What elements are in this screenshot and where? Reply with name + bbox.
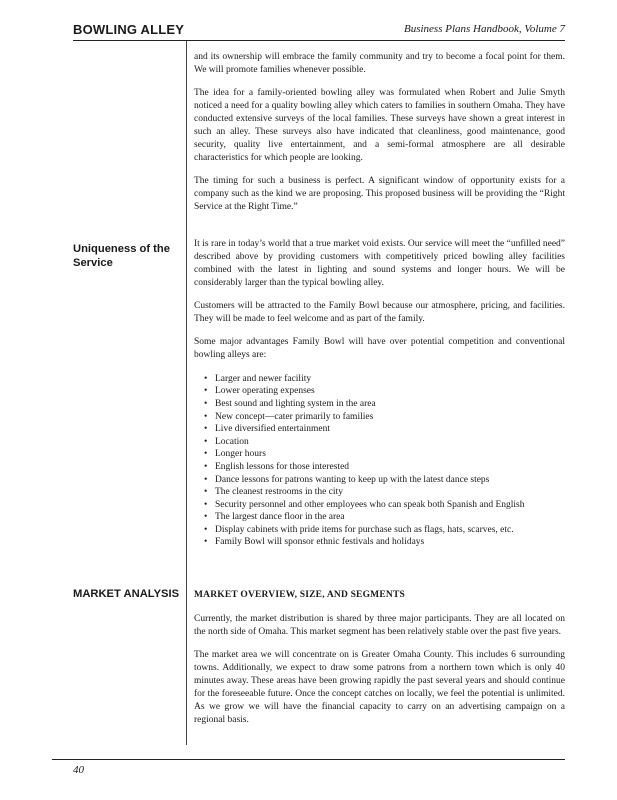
- list-item: • Lower operating expenses: [204, 385, 565, 398]
- uniqueness-paragraph-1: It is rare in today’s world that a true market void exists. Our service will meet the “unfilled need” described above by providing customers with competitively priced bowling alley facilities combined with the latest in lighting and sound systems and longer hours. We will be considerably larger than the typical bowling alley.: [194, 239, 565, 288]
- advantages-list: [194, 373, 565, 549]
- header-rule: [73, 40, 565, 41]
- list-item: • Display cabinets with pride items for purchase such as flags, hats, scarves, etc.: [204, 524, 565, 537]
- running-header-book-title: Business Plans Handbook, Volume 7: [403, 23, 565, 35]
- list-item: • Best sound and lighting system in the area: [204, 398, 565, 411]
- page-number: 40: [73, 764, 84, 776]
- list-item: • Live diversified entertainment: [204, 423, 565, 436]
- uniqueness-paragraph-2: Customers will be attracted to the Family Bowl because our atmosphere, pricing, and facilities. They will be made to feel welcome and as part of the family.: [194, 301, 565, 325]
- list-item: • Family Bowl will sponsor ethnic festivals and holidays: [204, 536, 565, 549]
- list-item: • New concept—cater primarily to families: [204, 411, 565, 424]
- intro-paragraph-2: The idea for a family-oriented bowling alley was formulated when Robert and Julie Smyth noticed a need for a quality bowling alley which caters to families in southern Omaha. They have conducted extensive surveys of the local families. These surveys have shown a great interest in such an alley. These surveys also have indicated that cleanliness, good maintenance, good security, quality live entertainment, and a semi-formal atmosphere are all desirable characteristics for which people are looking.: [194, 88, 565, 163]
- list-item: • Larger and newer facility: [204, 373, 565, 386]
- running-header-section-title: BOWLING ALLEY: [73, 22, 185, 37]
- market-section: [194, 589, 565, 737]
- list-item: • English lessons for those interested: [204, 461, 565, 474]
- intro-section: [194, 51, 565, 224]
- sidebar-heading-market-analysis: MARKET ANALYSIS: [73, 588, 180, 600]
- sidebar-heading-uniqueness: Uniqueness of the Service: [73, 243, 170, 269]
- intro-paragraph-3: The timing for such a business is perfect. A significant window of opportunity exists for a company such as the kind we are proposing. This proposed business will be providing the “Right Service at the Right Time.”: [194, 176, 565, 213]
- uniqueness-paragraph-3: Some major advantages Family Bowl will have over potential competition and conventional bowling alleys are:: [194, 337, 565, 361]
- market-overview-heading: MARKET OVERVIEW, SIZE, AND SEGMENTS: [194, 590, 405, 600]
- list-item: • The largest dance floor in the area: [204, 511, 565, 524]
- footer-rule: [52, 759, 565, 760]
- list-item: • Dance lessons for patrons wanting to keep up with the latest dance steps: [204, 474, 565, 487]
- intro-paragraph-1: and its ownership will embrace the family community and try to become a focal point for them. We will promote families whenever possible.: [194, 52, 565, 75]
- list-item: • Longer hours: [204, 448, 565, 461]
- market-paragraph-1: Currently, the market distribution is shared by three major participants. They are all located on the north side of Omaha. This market segment has been relatively stable over the past five years.: [194, 613, 565, 637]
- list-item: • The cleanest restrooms in the city: [204, 486, 565, 499]
- market-paragraph-2: The market area we will concentrate on is Greater Omaha County. This includes 6 surrounding towns. Additionally, we expect to draw some patrons from a northern town which is only 40 minutes away. These areas have been growing rapidly the past several years and should continue for the foreseeable future. Once the concept catches on locally, we feel the potential is unlimited. As we grow we will have the financial capacity to carry on an advertising campaign on a regional basis.: [194, 650, 565, 725]
- column-divider: [186, 41, 187, 745]
- list-item: • Security personnel and other employees who can speak both Spanish and English: [204, 499, 565, 512]
- uniqueness-section: [194, 238, 565, 549]
- list-item: • Location: [204, 436, 565, 449]
